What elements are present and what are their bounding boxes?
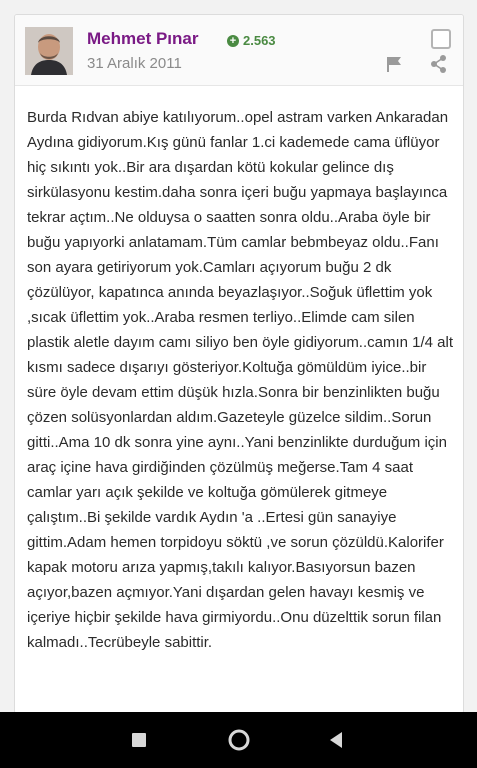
report-flag-icon[interactable] — [385, 55, 403, 73]
post-header — [15, 15, 463, 86]
android-navigation-bar — [0, 712, 477, 768]
author-avatar[interactable] — [25, 27, 73, 75]
home-circle-icon[interactable] — [225, 726, 253, 754]
recents-square-icon[interactable] — [125, 726, 153, 754]
select-post-checkbox[interactable] — [431, 29, 451, 49]
back-triangle-icon[interactable] — [322, 726, 350, 754]
share-icon[interactable] — [431, 55, 447, 73]
post-date[interactable]: 31 Aralık 2011 — [87, 55, 182, 72]
post-card — [14, 14, 464, 714]
reputation-badge — [227, 33, 276, 48]
reputation-value: 2.563 — [243, 33, 276, 48]
author-name[interactable]: Mehmet Pınar — [87, 29, 199, 48]
plus-circle-icon: + — [227, 35, 239, 47]
post-body-text: Burda Rıdvan abiye katılıyorum..opel astram varken Ankaradan Aydına gidiyorum.Kış günü fanlar 1.ci kademede cama üflüyor hiç sıkıntı yok..Bir ara dışardan kötü kokular gelince dış sirkülasyonu kestim.daha sonra içeri buğu yapmaya başlayınca tekrar açtım..Ne olduysa o saatten sonra oldu..Araba öyle bir buğu yapıyorki anlatamam.Tüm camlar bebmbeyaz oldu..Fanı son ayara getiriyorum yok.Camları açıyorum buğu 2 dk çözülüyor, kapatınca anında beyazlaşıyor..Soğuk üflettim yok ,sıcak üflettim yok..Araba resmen terliyo..Elimde cam silen plastik aletle dayım camı siliyo ben öyle gidiyorum..camın 1/4 alt kısmı sadece dışarıyı gösteriyor.Koltuğa gömüldüm iyice..bir süre öyle devam ettim düşük hızla.Sonra bir benzinlikten buğu çözen solüsyonlardan aldım.Gazeteyle güzelce sildim..Sorun gitti..Ama 10 dk sonra yine aynı..Yani benzinlikte durduğum için araç içine hava girdiğinden çözülmüş meğerse.Tam 4 saat camlar yarı açık şekilde ve koltuğa gömülerek gitmeye çalıştım..Bi şekilde vardık Aydın 'a ..Ertesi gün sanayiye gittim.Adam hemen torpidoyu söktü ,ve sorun çözüldü.Kalorifer kapak motoru arıza yapmış,takılı kalıyor.Basıyorsun bazen açıyor,bazen açmıyor.Yani dışardan gelen havayı kesmiş ve içeriye hiçbir şekilde hava girmiyordu..Onu düzelttik sorun filan kalmadı..Tecrübeyle sabittir. — [27, 109, 454, 651]
